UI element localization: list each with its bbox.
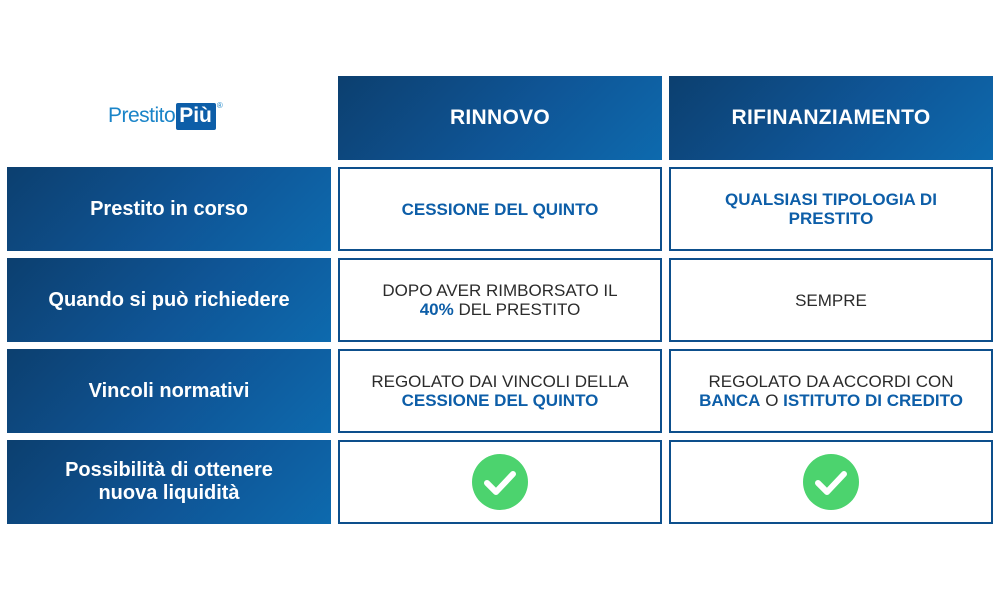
cell-text-rest: DEL PRESTITO [453, 300, 581, 319]
logo-text-piu: Più [176, 103, 216, 130]
row-label-quando-si-puo-richiedere [7, 258, 331, 342]
cell-highlight-istituto-di-credito: ISTITUTO DI CREDITO [783, 391, 963, 410]
cell-text-o: O [760, 391, 784, 410]
cell-text-line-2: CESSIONE DEL QUINTO [401, 391, 599, 410]
cell-rifinanziamento-prestito-in-corso [669, 167, 993, 251]
check-circle-icon [803, 454, 859, 510]
column-header-rifinanziamento [669, 76, 993, 160]
column-header-label: RIFINANZIAMENTO [731, 106, 931, 129]
row-label-possibilita-liquidita [7, 440, 331, 524]
prestitopiu-logo [108, 95, 238, 137]
cell-text-line-2 [420, 300, 581, 319]
cell-rifinanziamento-vincoli-normativi [669, 349, 993, 433]
cell-text: CESSIONE DEL QUINTO [401, 199, 599, 219]
column-header-label: RINNOVO [449, 106, 551, 129]
cell-text-line-1: REGOLATO DA ACCORDI CON [708, 372, 954, 391]
cell-text-line-1: DOPO AVER RIMBORSATO IL [382, 281, 618, 300]
cell-rinnovo-vincoli-normativi [338, 349, 662, 433]
cell-rinnovo-prestito-in-corso [338, 167, 662, 251]
cell-text-line-1: QUALSIASI TIPOLOGIA DI [725, 190, 937, 209]
logo-registered-mark: ® [216, 101, 223, 110]
cell-text: SEMPRE [795, 290, 867, 310]
cell-highlight-banca: BANCA [699, 391, 761, 410]
row-label-prestito-in-corso [7, 167, 331, 251]
row-label-text-line-1: Possibilità di ottenere [65, 459, 273, 481]
cell-text-line-2: PRESTITO [788, 209, 874, 228]
cell-rinnovo-quando-si-puo-richiedere [338, 258, 662, 342]
cell-text-line-1: REGOLATO DAI VINCOLI DELLA [371, 372, 629, 391]
cell-rinnovo-possibilita-liquidita [338, 440, 662, 524]
row-label-text: Prestito in corso [90, 197, 248, 220]
column-header-rinnovo [338, 76, 662, 160]
logo-text-prestito: Prestito [108, 104, 176, 127]
cell-highlight-40-percent: 40% [419, 300, 454, 319]
row-label-text: Vincoli normativi [88, 379, 250, 402]
row-label-text-line-2: nuova liquidità [98, 482, 240, 504]
cell-text-line-2 [699, 391, 963, 410]
check-circle-icon [472, 454, 528, 510]
cell-rifinanziamento-possibilita-liquidita [669, 440, 993, 524]
cell-rifinanziamento-quando-si-puo-richiedere [669, 258, 993, 342]
row-label-vincoli-normativi [7, 349, 331, 433]
row-label-text: Quando si può richiedere [48, 288, 290, 311]
